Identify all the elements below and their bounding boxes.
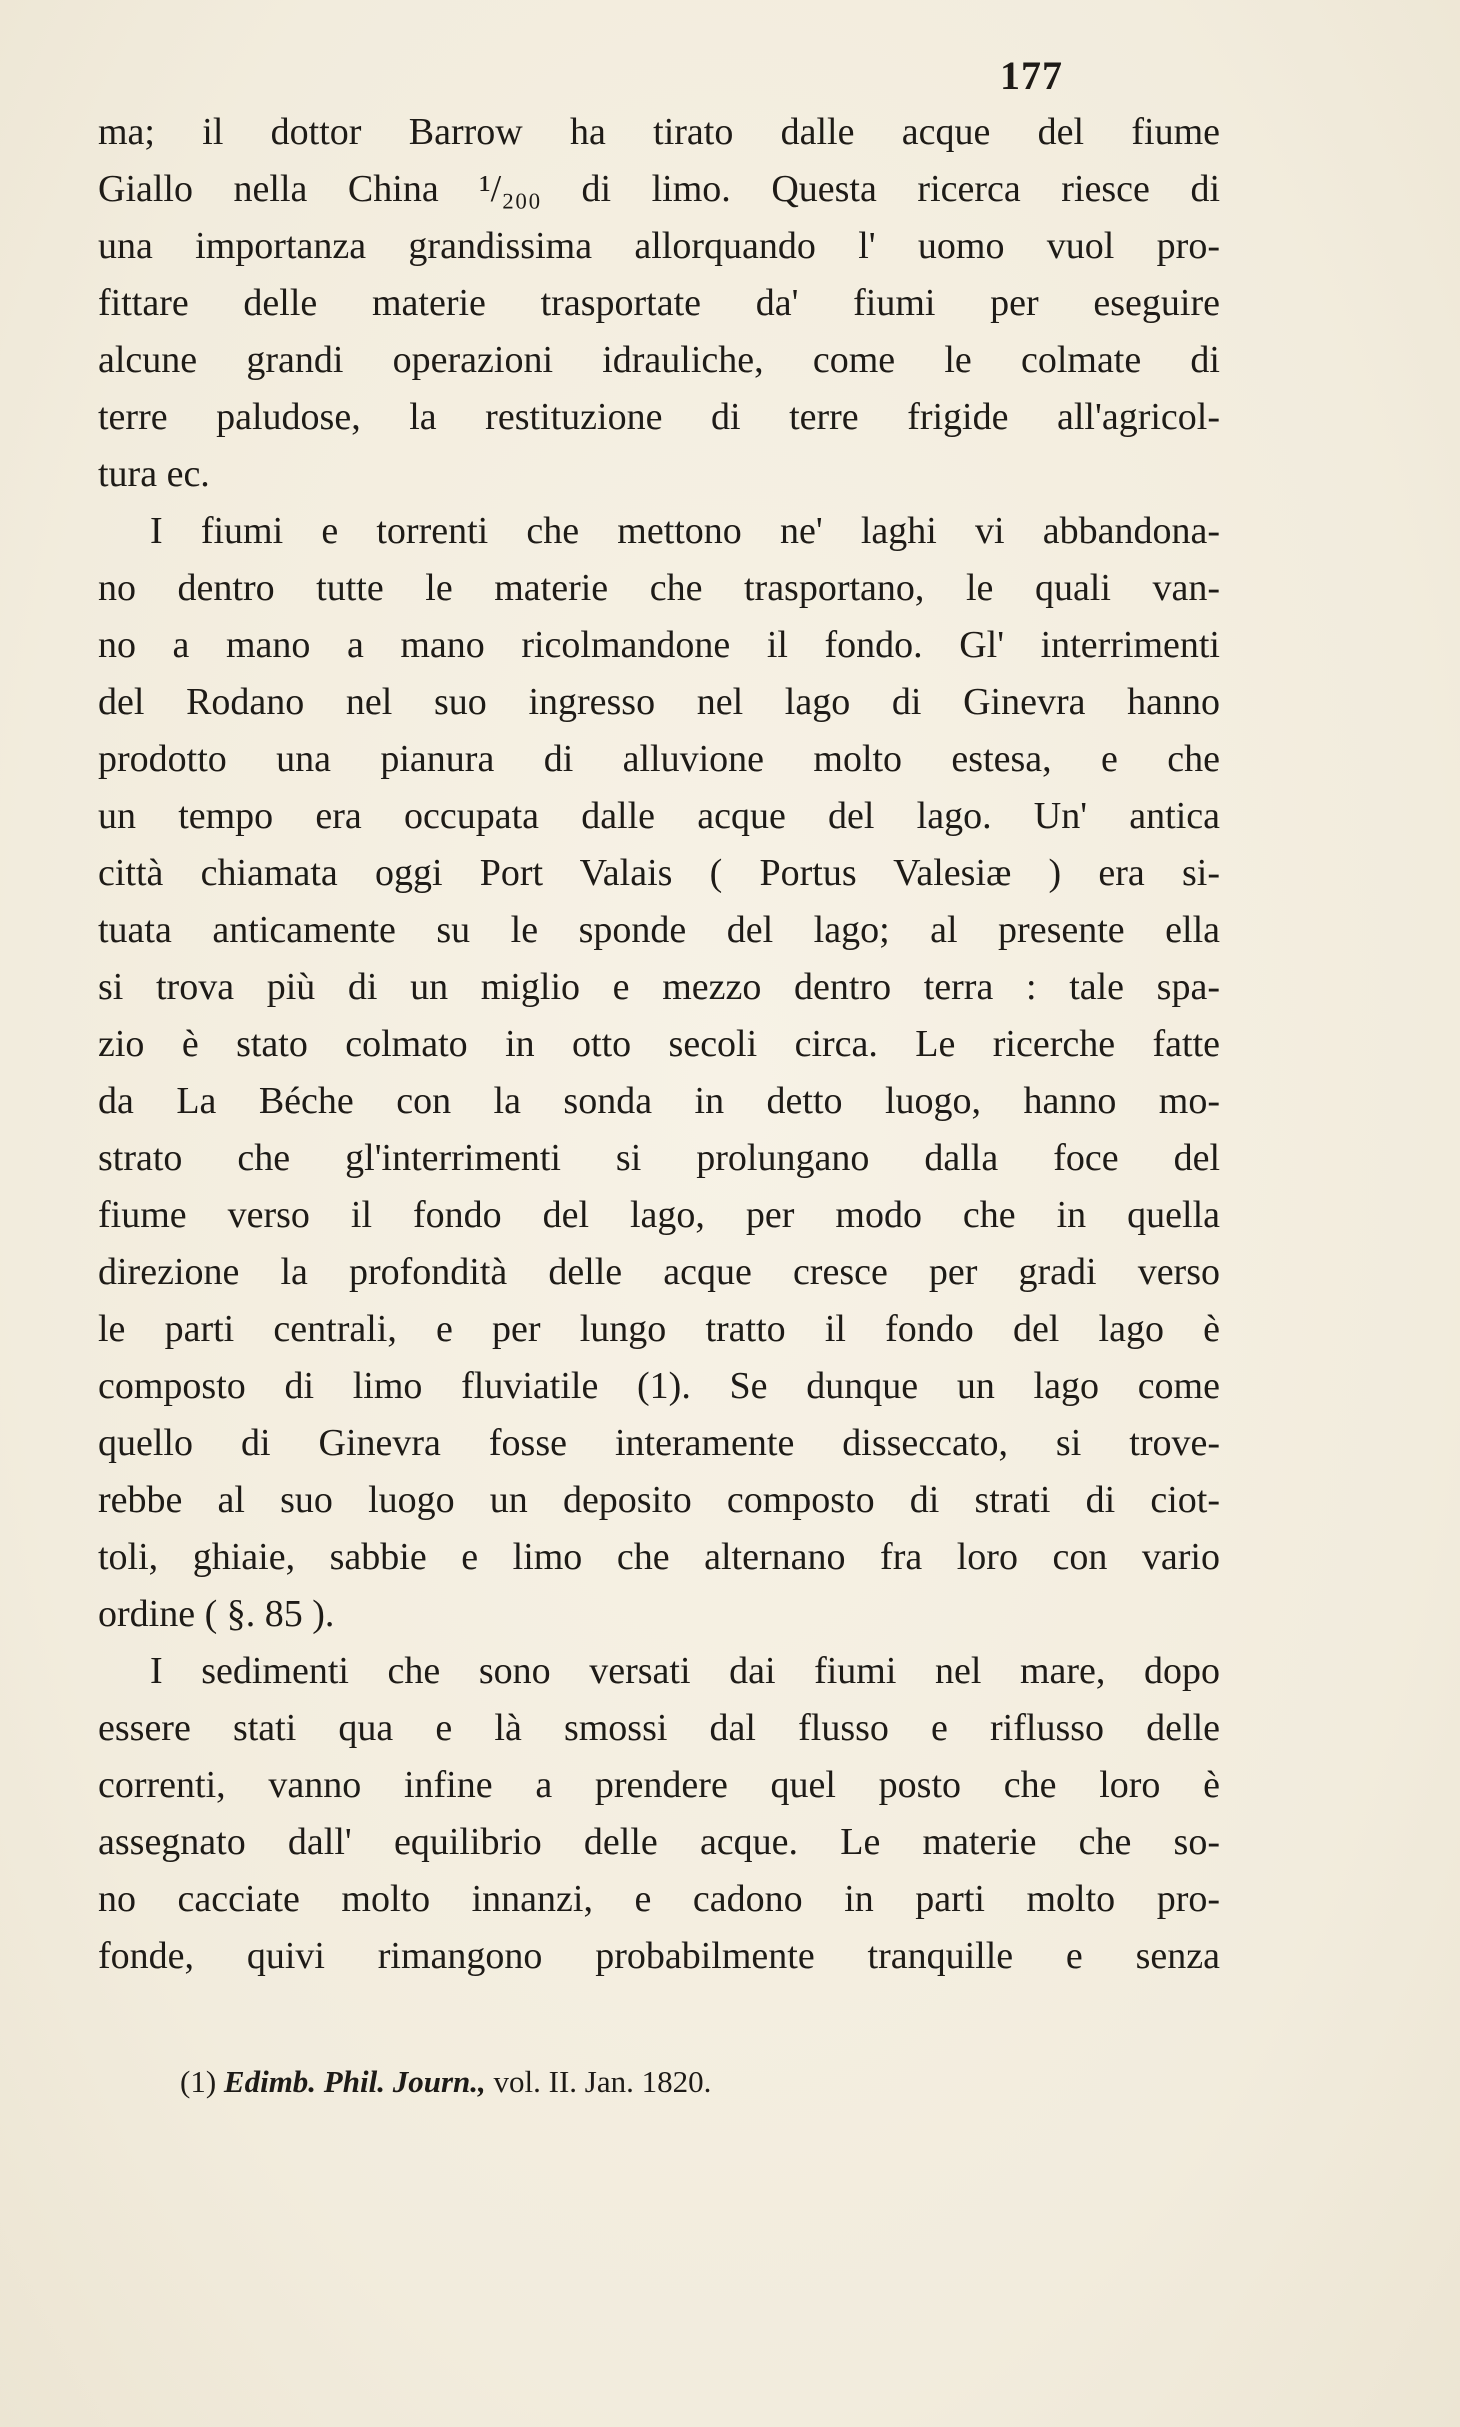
text-line: toli, ghiaie, sabbie e limo che alternano fra loro con vario <box>98 1536 1220 1578</box>
text-line: fittare delle materie trasportate da' fiumi per eseguire <box>98 282 1220 324</box>
text-line: zio è stato colmato in otto secoli circa. Le ricerche fatte <box>98 1023 1220 1065</box>
text-line: no cacciate molto innanzi, e cadono in parti molto pro- <box>98 1878 1220 1920</box>
text-line: si trova più di un miglio e mezzo dentro terra : tale spa- <box>98 966 1220 1008</box>
text-line: terre paludose, la restituzione di terre frigide all'agricol- <box>98 396 1220 438</box>
text-line: assegnato dall' equilibrio delle acque. Le materie che so- <box>98 1821 1220 1863</box>
text-line: tura ec. <box>98 453 210 495</box>
text-line: rebbe al suo luogo un deposito composto di strati di ciot- <box>98 1479 1220 1521</box>
text-line: città chiamata oggi Port Valais ( Portus Valesiæ ) era si- <box>98 852 1220 894</box>
text-line: quello di Ginevra fosse interamente disseccato, si trove- <box>98 1422 1220 1464</box>
text-line: direzione la profondità delle acque cresce per gradi verso <box>98 1251 1220 1293</box>
text-line: del Rodano nel suo ingresso nel lago di Ginevra hanno <box>98 681 1220 723</box>
text-line: no a mano a mano ricolmandone il fondo. Gl' interrimenti <box>98 624 1220 666</box>
text-line: no dentro tutte le materie che trasportano, le quali van- <box>98 567 1220 609</box>
text-line: composto di limo fluviatile (1). Se dunque un lago come <box>98 1365 1220 1407</box>
footnote-rest: vol. II. Jan. 1820. <box>493 2064 712 2099</box>
text-line: da La Béche con la sonda in detto luogo, hanno mo- <box>98 1080 1220 1122</box>
text-line: prodotto una pianura di alluvione molto estesa, e che <box>98 738 1220 780</box>
text-line: ordine ( §. 85 ). <box>98 1593 335 1635</box>
text-line: Giallo nella China ¹/₂₀₀ di limo. Questa ricerca riesce di <box>98 168 1220 210</box>
text-line: fonde, quivi rimangono probabilmente tranquille e senza <box>98 1935 1220 1977</box>
text-line: strato che gl'interrimenti si prolungano dalla foce del <box>98 1137 1220 1179</box>
text-line: tuata anticamente su le sponde del lago; al presente ella <box>98 909 1220 951</box>
footnote-marker: (1) <box>180 2064 217 2099</box>
page-number: 177 <box>1000 53 1063 98</box>
text-line: un tempo era occupata dalle acque del lago. Un' antica <box>98 795 1220 837</box>
text-line: I fiumi e torrenti che mettono ne' laghi vi abbandona- <box>150 510 1220 552</box>
text-line: correnti, vanno infine a prendere quel posto che loro è <box>98 1764 1220 1806</box>
text-line: I sedimenti che sono versati dai fiumi nel mare, dopo <box>150 1650 1220 1692</box>
text-line: essere stati qua e là smossi dal flusso e riflusso delle <box>98 1707 1220 1749</box>
text-line: una importanza grandissima allorquando l' uomo vuol pro- <box>98 225 1220 267</box>
text-line: le parti centrali, e per lungo tratto il fondo del lago è <box>98 1308 1220 1350</box>
text-line: ma; il dottor Barrow ha tirato dalle acque del fiume <box>98 111 1220 153</box>
text-line: fiume verso il fondo del lago, per modo che in quella <box>98 1194 1220 1236</box>
text-line: alcune grandi operazioni idrauliche, come le colmate di <box>98 339 1220 381</box>
footnote-source: Edimb. Phil. Journ., <box>223 2064 486 2099</box>
footnote <box>180 2062 711 2102</box>
